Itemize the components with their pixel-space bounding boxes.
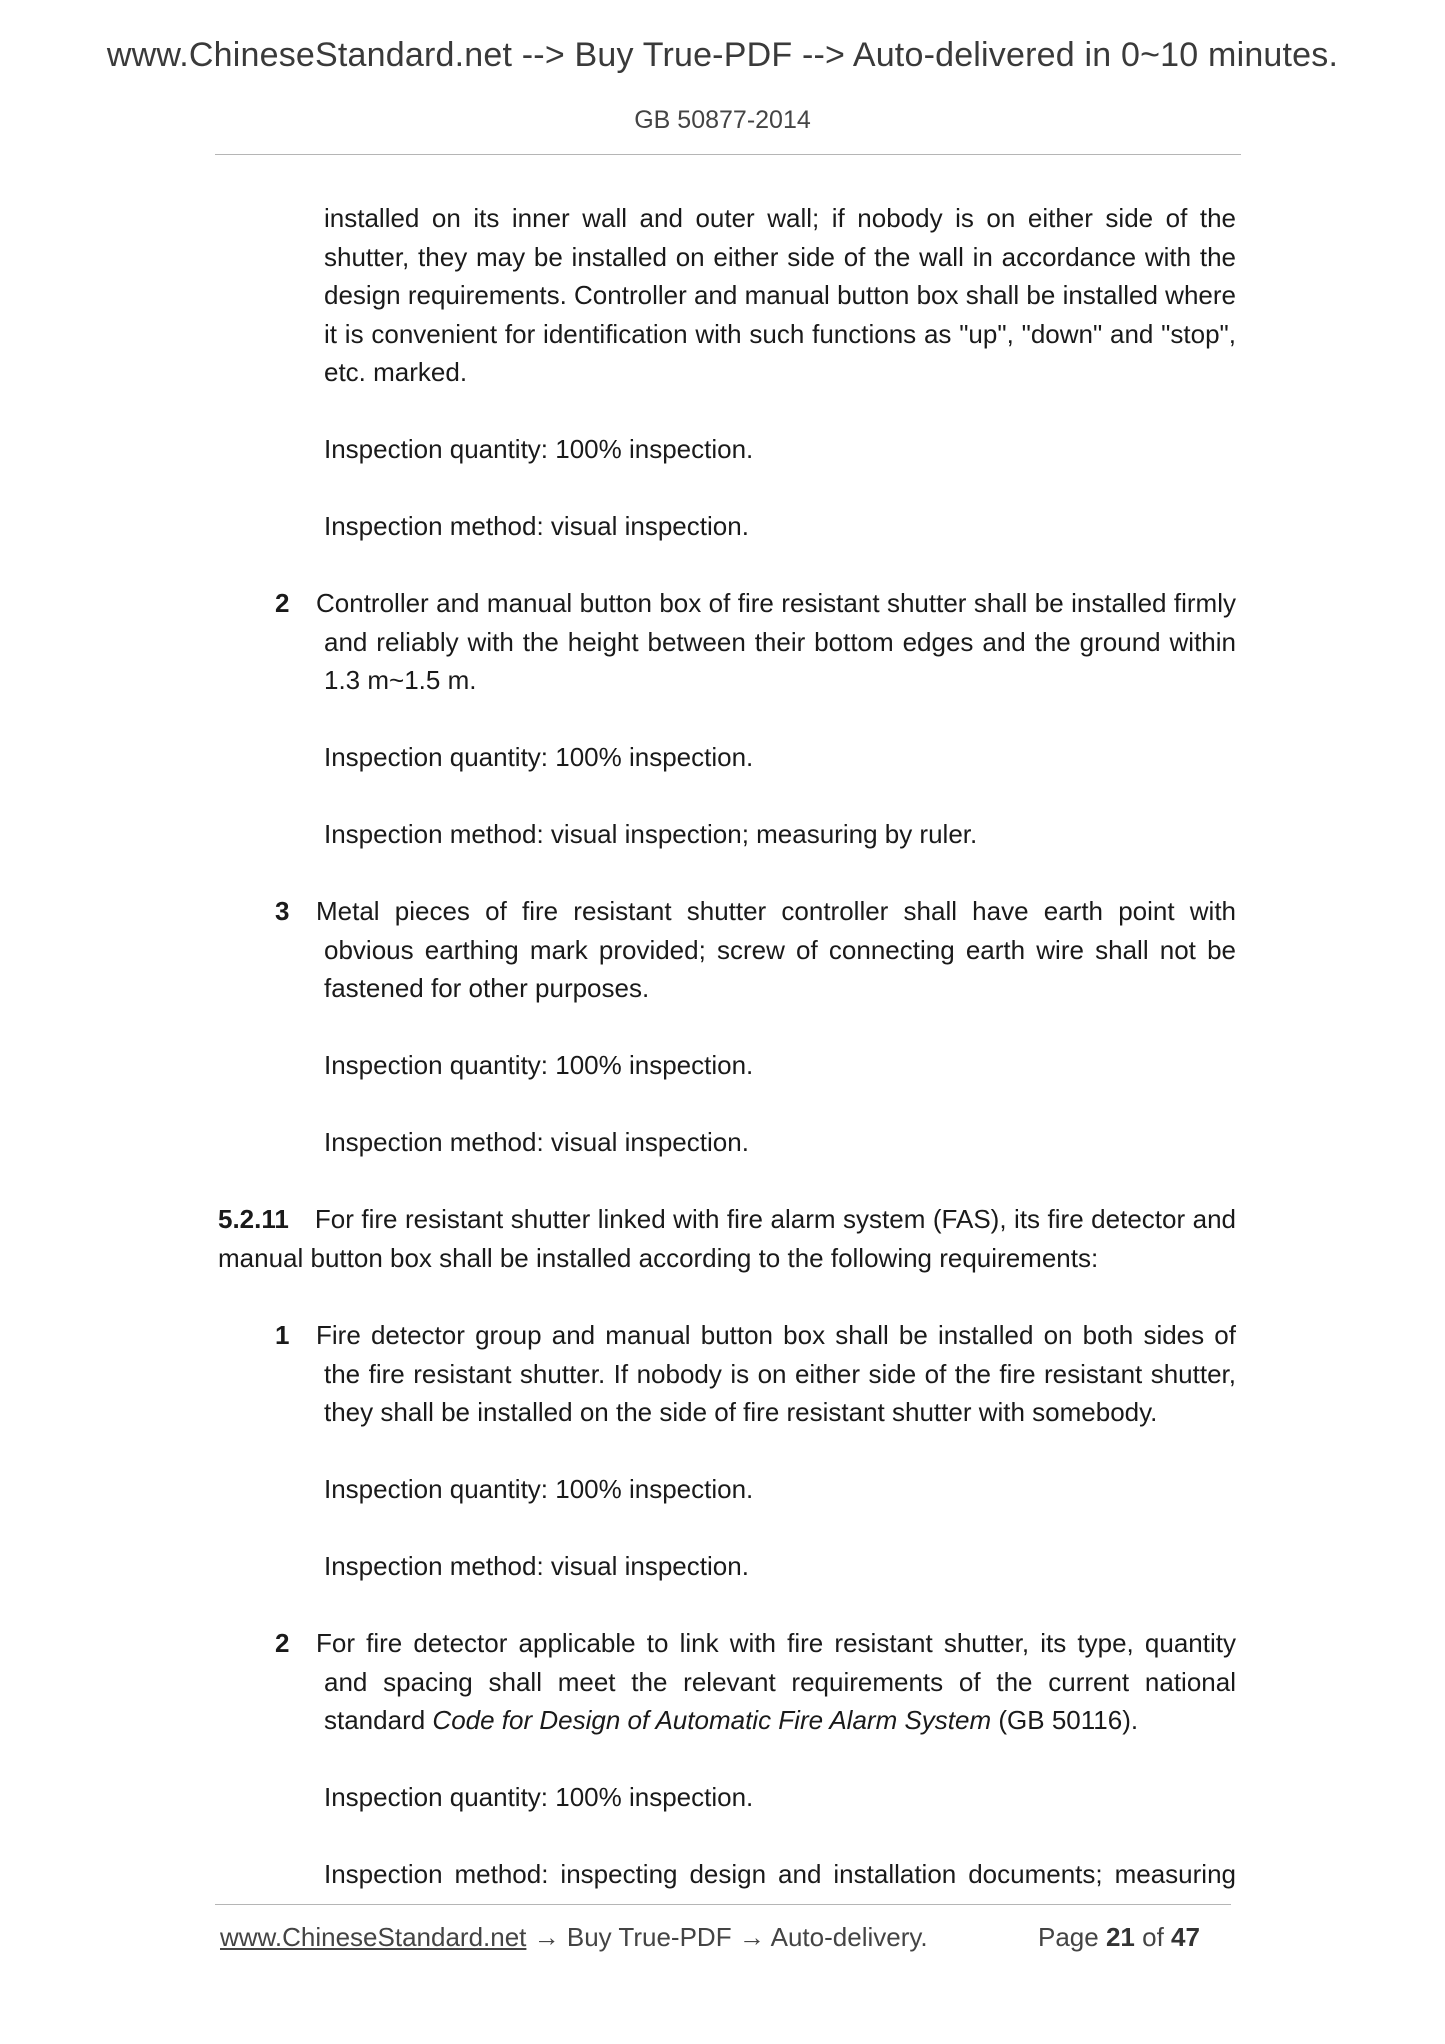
intro-inspection-method: Inspection method: visual inspection. — [324, 511, 749, 541]
arrow-icon: → — [533, 1922, 560, 1952]
item-text-before: For fire detector applicable to link with fire resistant shutter, its type, quantity and spacing shall meet the relevant requirements of the current national standard — [316, 1628, 1236, 1735]
page-label: Page — [1038, 1922, 1099, 1952]
item-text-after: (GB 50116). — [998, 1705, 1139, 1735]
section-paragraph — [218, 1200, 1236, 1277]
item-number: 2 — [275, 588, 290, 618]
footer-link[interactable]: www.ChineseStandard.net — [220, 1922, 527, 1952]
item-number: 1 — [275, 1320, 290, 1350]
item-text: Controller and manual button box of fire resistant shutter shall be installed firmly and reliably with the height between their bottom edges and the ground within 1.3 m~1.5 m. — [316, 588, 1236, 695]
arrow-icon: → — [738, 1922, 765, 1952]
footer-delivery-text: Auto-delivery. — [770, 1922, 928, 1952]
item-text: Metal pieces of fire resistant shutter controller shall have earth point with obvious earthing mark provided; screw of connecting earth wire shall not be fastened for other purposes. — [316, 896, 1236, 1003]
page-current: 21 — [1105, 1922, 1135, 1952]
item-inspection-quantity: Inspection quantity: 100% inspection. — [324, 1474, 754, 1504]
section-text: For fire resistant shutter linked with fire alarm system (FAS), its fire detector and manual button box shall be installed according to the following requirements: — [218, 1204, 1236, 1273]
document-number: GB 50877-2014 — [634, 106, 811, 134]
item-inspection-method: Inspection method: visual inspection. — [324, 1551, 749, 1581]
page-of: of — [1142, 1922, 1164, 1952]
header-banner: www.ChineseStandard.net --> Buy True-PDF --> Auto-delivered in 0~10 minutes. — [106, 36, 1339, 74]
item-number: 2 — [275, 1628, 290, 1658]
list-item — [275, 584, 1236, 700]
header-divider — [215, 154, 1241, 155]
list-item — [275, 1316, 1236, 1432]
item-inspection-quantity: Inspection quantity: 100% inspection. — [324, 1782, 754, 1812]
item-inspection-method: Inspection method: visual inspection; measuring by ruler. — [324, 819, 978, 849]
item-inspection-method: Inspection method: inspecting design and installation documents; measuring — [324, 1859, 1236, 1889]
standard-title: Code for Design of Automatic Fire Alarm System — [432, 1705, 992, 1735]
page-total: 47 — [1171, 1922, 1200, 1952]
item-inspection-method: Inspection method: visual inspection. — [324, 1127, 749, 1157]
intro-inspection-quantity: Inspection quantity: 100% inspection. — [324, 434, 754, 464]
list-item — [275, 892, 1236, 1008]
footer-buy-text: Buy True-PDF — [566, 1922, 732, 1952]
intro-paragraph: installed on its inner wall and outer wall; if nobody is on either side of the shutter, they may be installed on either side of the wall in accordance with the design requirements. Controller and manual button box shall be installed where it is convenient for identification with such functions as "up", "down" and "stop", etc. marked. — [324, 203, 1236, 387]
item-inspection-quantity: Inspection quantity: 100% inspection. — [324, 742, 754, 772]
section-number: 5.2.11 — [218, 1204, 289, 1234]
item-number: 3 — [275, 896, 290, 926]
item-text: Fire detector group and manual button box shall be installed on both sides of the fire resistant shutter. If nobody is on either side of the fire resistant shutter, they shall be installed on the side of fire resistant shutter with somebody. — [316, 1320, 1236, 1427]
page-indicator — [1038, 1922, 1200, 1953]
list-item — [275, 1624, 1236, 1740]
footer-divider — [215, 1904, 1231, 1905]
footer-left — [220, 1922, 928, 1953]
item-inspection-quantity: Inspection quantity: 100% inspection. — [324, 1050, 754, 1080]
